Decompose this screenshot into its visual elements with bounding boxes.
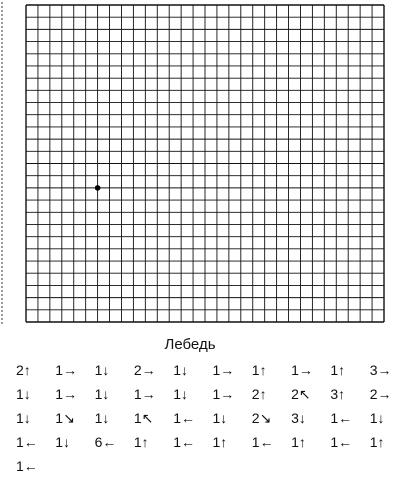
- dictation-step: 1↑: [291, 434, 306, 450]
- dictation-step: 6←: [94, 434, 117, 450]
- dictation-step: 1↘: [55, 410, 75, 426]
- dictation-step: 1↓: [94, 362, 110, 378]
- dictation-step: 1→: [55, 386, 78, 402]
- dictation-step: 1↑: [369, 434, 385, 450]
- dictation-step: 1↓: [369, 410, 385, 426]
- dictation-step: 1↑: [212, 434, 228, 450]
- dictation-step: 1→: [55, 362, 78, 378]
- dictation-step: 2↘: [251, 410, 272, 426]
- dictation-step: 1↓: [94, 410, 110, 426]
- dictation-step: 1←: [173, 434, 195, 450]
- dictation-step: 1←: [330, 410, 353, 426]
- dictation-step: 3→: [369, 362, 392, 378]
- dictation-step: 3↑: [330, 386, 346, 402]
- dictation-step: 1↓: [55, 434, 71, 450]
- dictation-step: 1↓: [16, 386, 31, 402]
- dictation-step: 1←: [16, 434, 38, 450]
- dictation-step: 2↑: [251, 386, 267, 402]
- dictation-step: 1↑: [133, 434, 149, 450]
- dictation-step: 2↑: [16, 362, 31, 378]
- dictation-step: 1↑: [330, 362, 346, 378]
- dictation-step: 2→: [133, 362, 156, 378]
- dictation-step: 1→: [212, 386, 235, 402]
- dictation-step: 1←: [251, 434, 274, 450]
- dictation-step: 1↑: [251, 362, 267, 378]
- dictation-step: 1←: [16, 458, 38, 474]
- dictation-step: 1↓: [173, 386, 188, 402]
- dictation-step: 1↓: [173, 362, 188, 378]
- dictation-step: 1↖: [133, 410, 154, 426]
- dictation-step: 1→: [133, 386, 156, 402]
- drawing-title: Лебедь: [164, 336, 216, 353]
- dictation-step: 1→: [291, 362, 313, 378]
- start-point-dot: [95, 185, 101, 191]
- dictation-step: 1←: [330, 434, 353, 450]
- dictation-step: 1←: [173, 410, 195, 426]
- dictation-step: 1↓: [94, 386, 110, 402]
- dictation-step: 3↓: [291, 410, 306, 426]
- dictation-step: 1↓: [16, 410, 31, 426]
- dictation-step: 2↖: [291, 386, 311, 402]
- dictation-step: 1→: [212, 362, 235, 378]
- dictation-step: 2→: [369, 386, 392, 402]
- dictation-step: 1↓: [212, 410, 228, 426]
